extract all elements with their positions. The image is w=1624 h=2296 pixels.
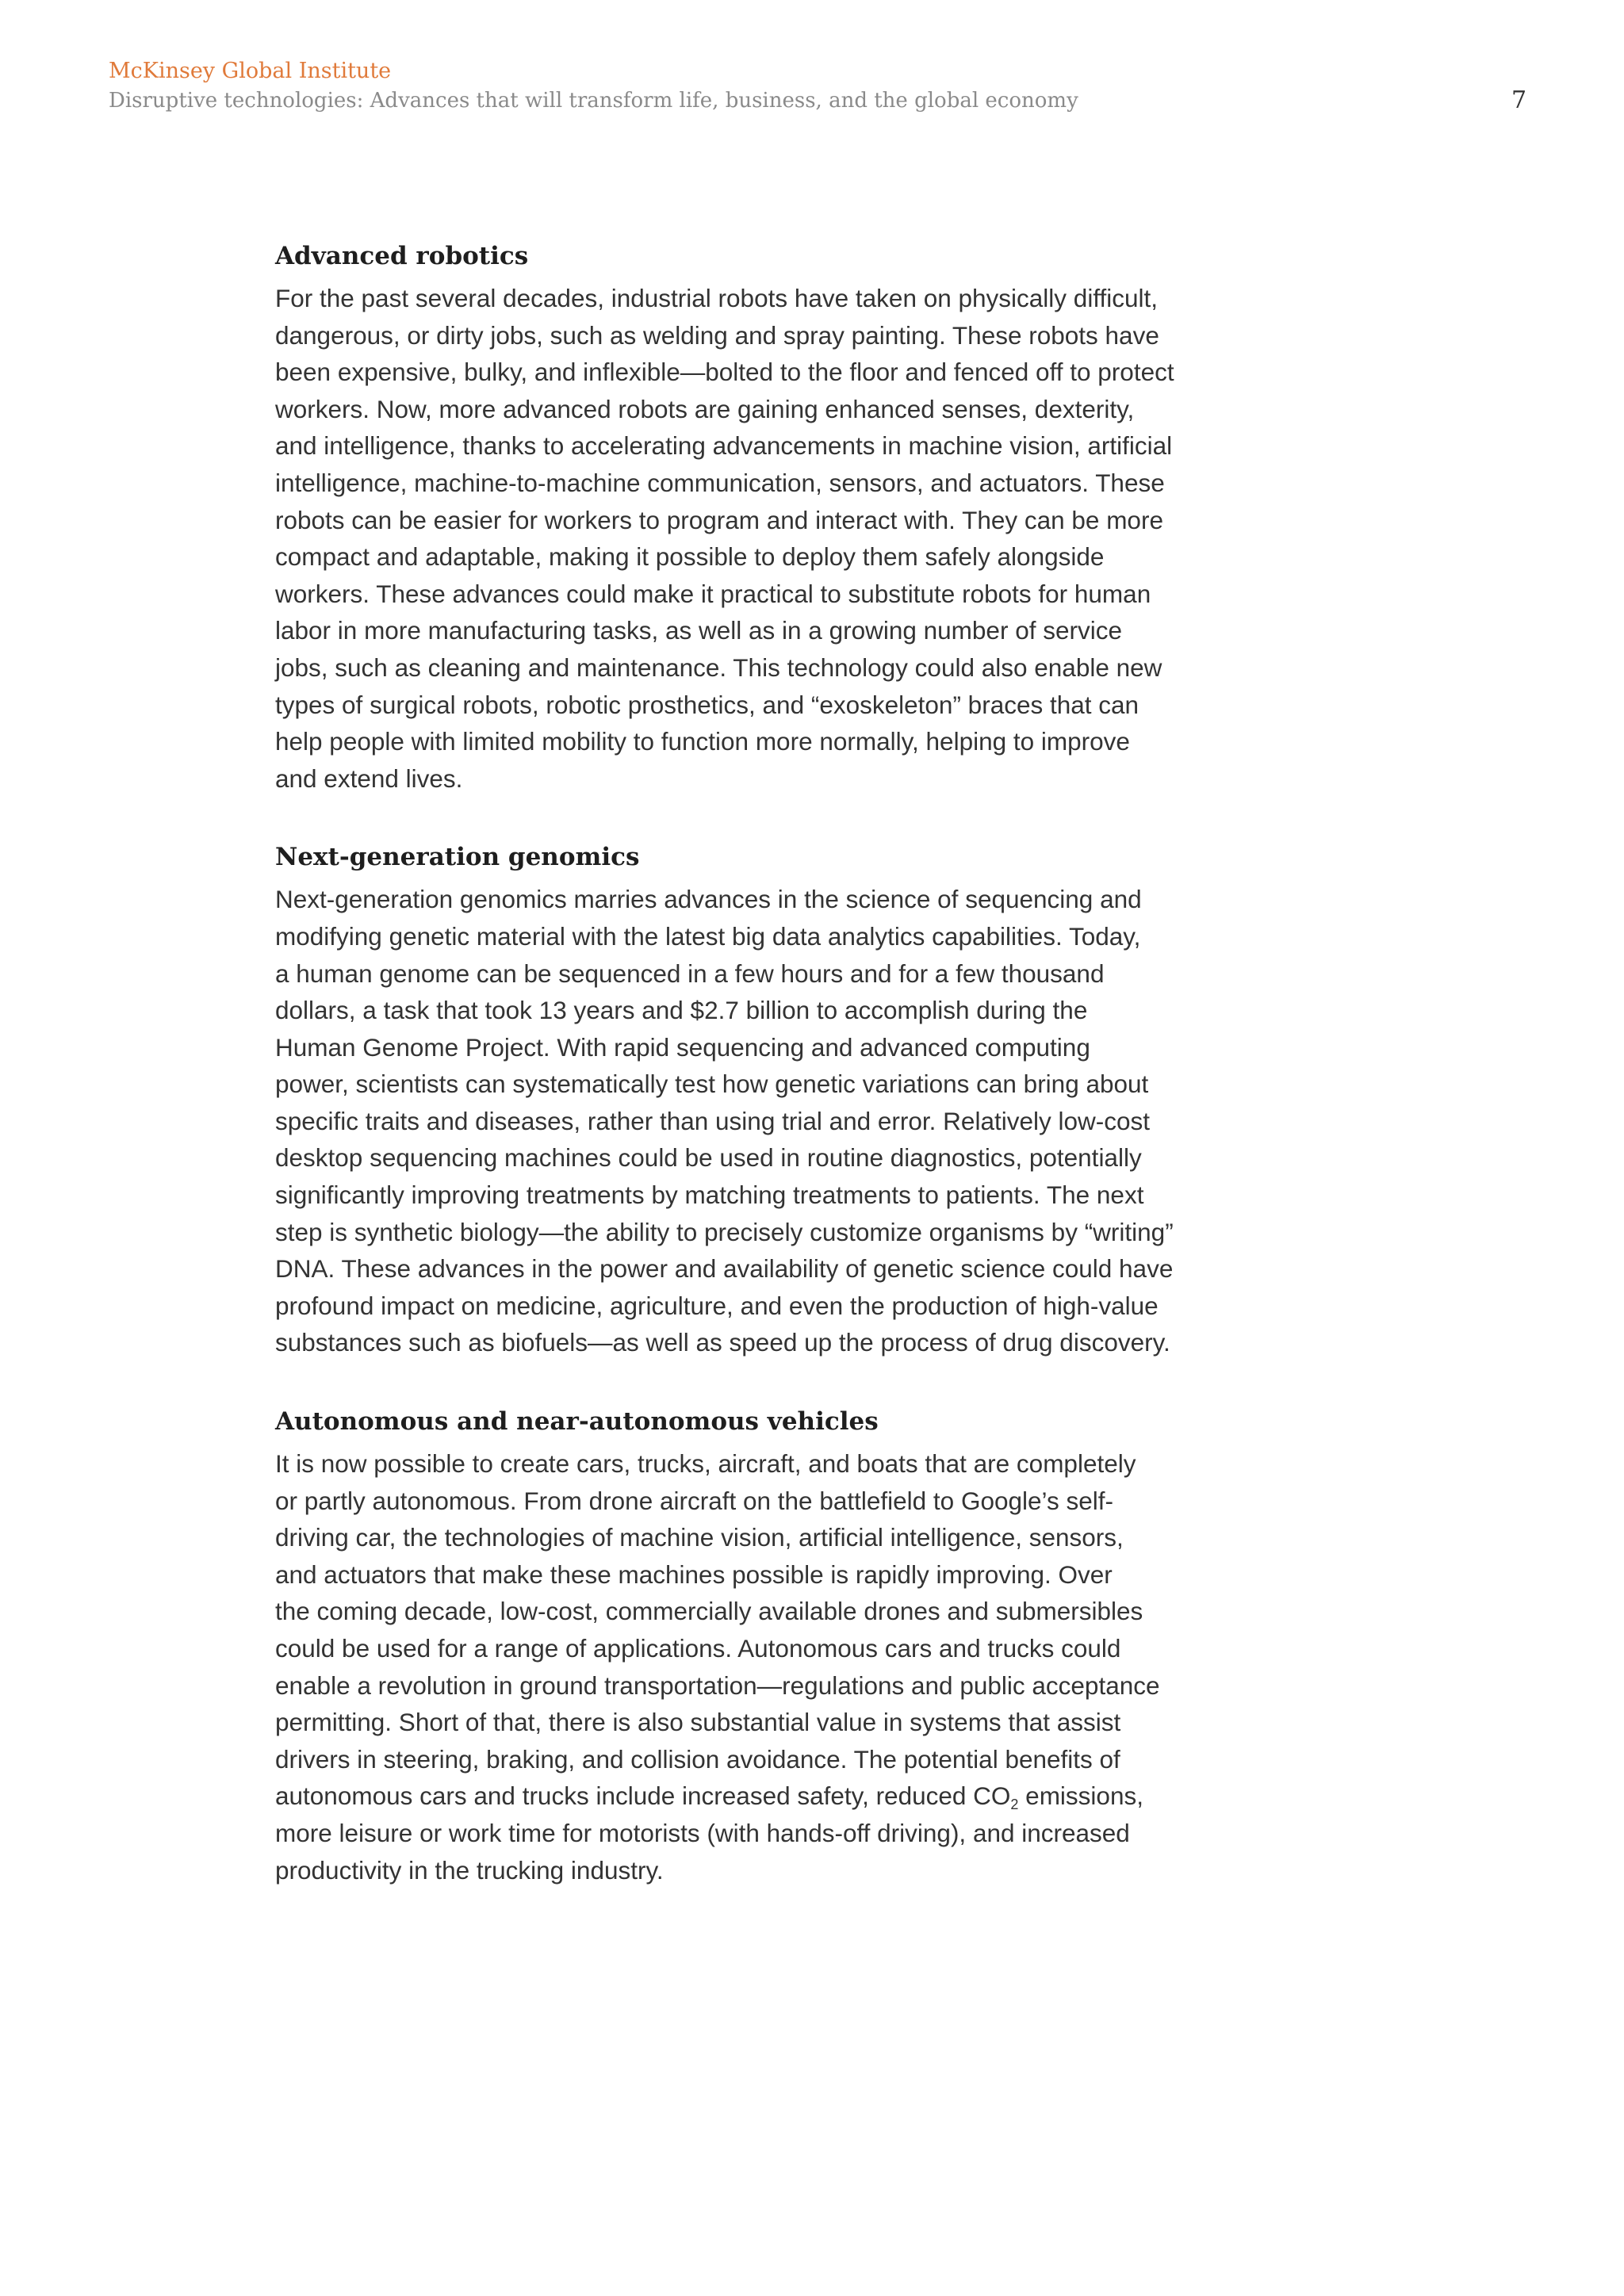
- text-line: substances such as biofuels—as well as speed up the process of drug discovery.: [275, 1328, 1170, 1357]
- main-content: [275, 234, 1258, 1927]
- section-next-generation-genomics: [275, 835, 1258, 1361]
- text-line: specific traits and diseases, rather than using trial and error. Relatively low-cost: [275, 1106, 1151, 1135]
- text-line: dangerous, or dirty jobs, such as welding and spray painting. These robots have: [275, 320, 1159, 350]
- section-body: [275, 881, 1258, 1361]
- section-autonomous-vehicles: [275, 1399, 1258, 1888]
- text-line: compact and adaptable, making it possible to deploy them safely alongside: [275, 542, 1105, 572]
- text-line: significantly improving treatments by matching treatments to patients. The next: [275, 1181, 1144, 1210]
- text-line-co2: [275, 1777, 1258, 1815]
- text-line: It is now possible to create cars, trucks, aircraft, and boats that are completely: [275, 1449, 1136, 1479]
- text-line: drivers in steering, braking, and collision avoidance. The potential benefits of: [275, 1744, 1120, 1774]
- text-line: driving car, the technologies of machine vision, artificial intelligence, sensors,: [275, 1523, 1124, 1552]
- text-line: enable a revolution in ground transportation—regulations and public acceptance: [275, 1670, 1160, 1700]
- co2-text-after: emissions,: [1018, 1781, 1143, 1811]
- text-line: dollars, a task that took 13 years and $2.7 billion to accomplish during the: [275, 996, 1088, 1025]
- text-line: and actuators that make these machines possible is rapidly improving. Over: [275, 1559, 1113, 1589]
- section-title: Advanced robotics: [275, 242, 529, 270]
- section-title: Next-generation genomics: [275, 843, 640, 872]
- text-line: help people with limited mobility to function more normally, helping to improve: [275, 727, 1130, 756]
- text-line: modifying genetic material with the latest big data analytics capabilities. Today,: [275, 921, 1141, 951]
- text-line: step is synthetic biology—the ability to precisely customize organisms by “writing”: [275, 1217, 1174, 1246]
- page-header: [109, 57, 1536, 116]
- co2-subscript: 2: [1010, 1797, 1019, 1813]
- text-line: and extend lives.: [275, 763, 463, 793]
- text-line: labor in more manufacturing tasks, as well as in a growing number of service: [275, 616, 1122, 645]
- section-body: [275, 280, 1258, 797]
- text-line: or partly autonomous. From drone aircraft on the battlefield to Google’s self-: [275, 1486, 1113, 1515]
- text-line: For the past several decades, industrial robots have taken on physically difficult,: [275, 284, 1159, 312]
- report-title: Disruptive technologies: Advances that will transform life, business, and the global economy: [109, 89, 1078, 113]
- publisher-name: McKinsey Global Institute: [109, 59, 392, 83]
- page-number: 7: [1511, 86, 1527, 114]
- section-title: Autonomous and near-autonomous vehicles: [275, 1407, 879, 1437]
- text-line: permitting. Short of that, there is also substantial value in systems that assist: [275, 1708, 1121, 1737]
- text-line: power, scientists can systematically test how genetic variations can bring about: [275, 1070, 1149, 1099]
- text-line: the coming decade, low-cost, commercially available drones and submersibles: [275, 1597, 1143, 1626]
- text-line: robots can be easier for workers to program and interact with. They can be more: [275, 505, 1163, 534]
- text-line: workers. These advances could make it practical to substitute robots for human: [275, 579, 1151, 608]
- text-line: productivity in the trucking industry.: [275, 1855, 664, 1885]
- text-line: could be used for a range of applications. Autonomous cars and trucks could: [275, 1634, 1121, 1663]
- text-line: DNA. These advances in the power and availability of genetic science could have: [275, 1254, 1174, 1284]
- text-line: profound impact on medicine, agriculture, and even the production of high-value: [275, 1291, 1159, 1320]
- section-body: [275, 1445, 1258, 1888]
- text-line: more leisure or work time for motorists (with hands-off driving), and increased: [275, 1818, 1130, 1847]
- text-line: Human Genome Project. With rapid sequencing and advanced computing: [275, 1032, 1090, 1062]
- text-line: intelligence, machine-to-machine communication, sensors, and actuators. These: [275, 468, 1165, 497]
- co2-text-before: autonomous cars and trucks include increased safety, reduced CO: [275, 1781, 1011, 1811]
- text-line: been expensive, bulky, and inflexible—bolted to the floor and fenced off to protect: [275, 358, 1174, 387]
- text-line: jobs, such as cleaning and maintenance. This technology could also enable new: [275, 652, 1162, 682]
- section-advanced-robotics: [275, 234, 1258, 797]
- text-line: types of surgical robots, robotic prosthetics, and “exoskeleton” braces that can: [275, 690, 1139, 719]
- text-line: workers. Now, more advanced robots are gaining enhanced senses, dexterity,: [275, 394, 1135, 423]
- text-line: and intelligence, thanks to accelerating advancements in machine vision, artificial: [275, 431, 1173, 461]
- text-line: desktop sequencing machines could be used in routine diagnostics, potentially: [275, 1143, 1142, 1173]
- text-line: Next-generation genomics marries advances in the science of sequencing and: [275, 885, 1142, 914]
- text-line: a human genome can be sequenced in a few hours and for a few thousand: [275, 959, 1105, 988]
